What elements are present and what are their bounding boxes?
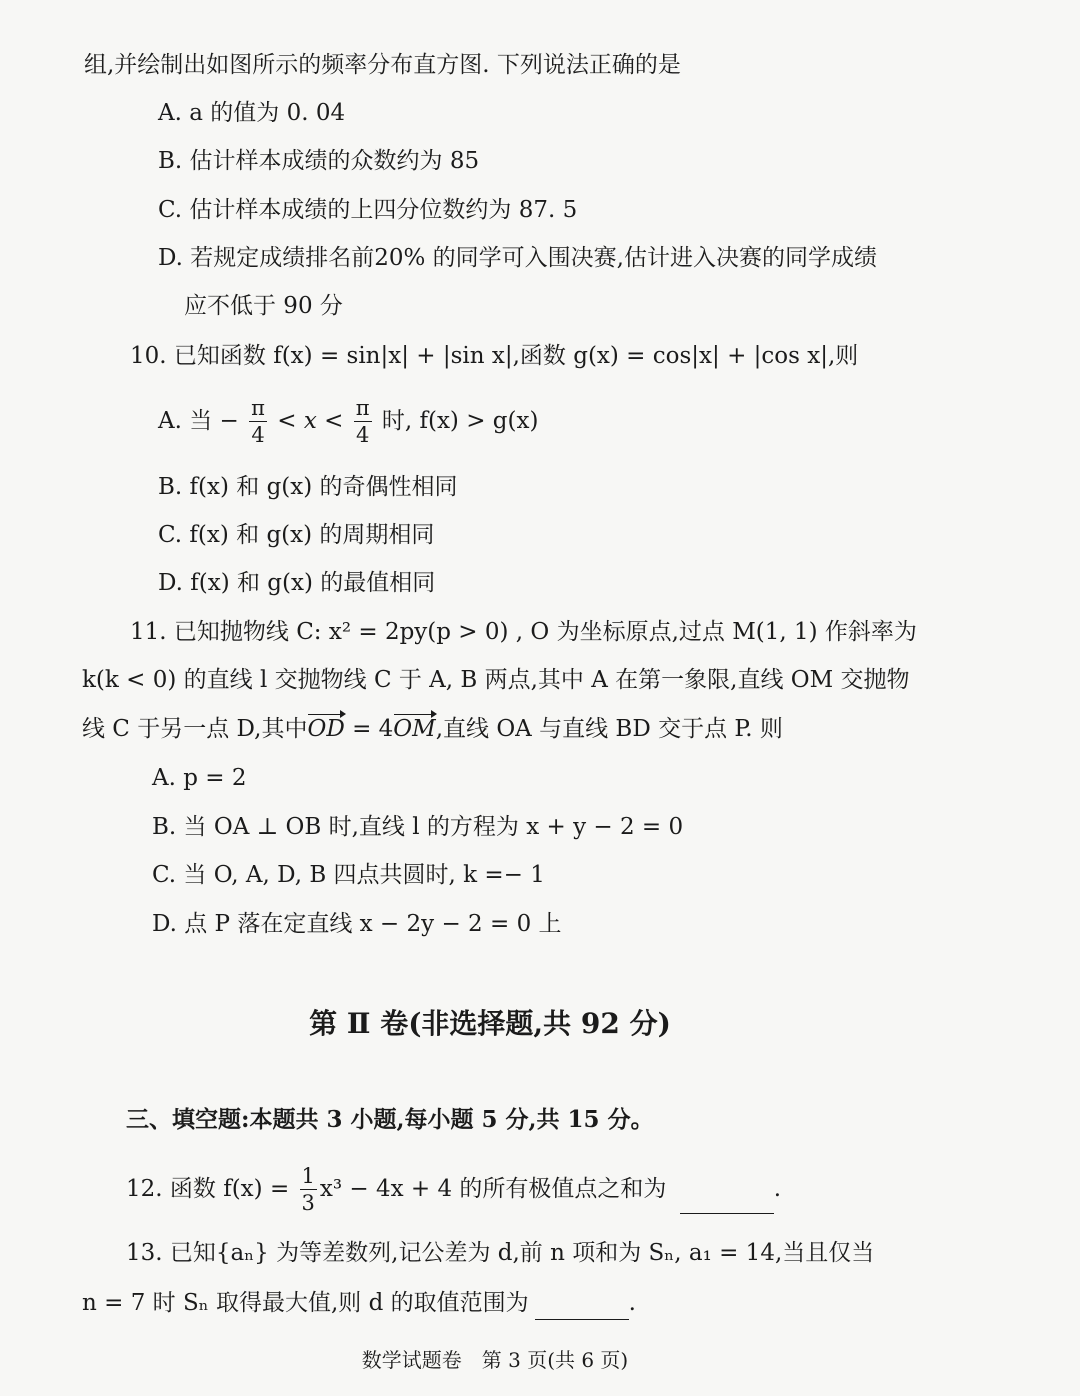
q11-line3-a: 线 C 于另一点 D,其中 [82, 716, 308, 742]
q10-option-a [158, 398, 538, 446]
fraction-one-third: $\frac{1}{3}$ [301, 1164, 315, 1215]
q11-option-d: D. 点 P 落在定直线 x − 2y − 2 = 0 上 [152, 911, 562, 937]
q11-stem-line1: 11. 已知抛物线 C: x² = 2py(p > 0) , O 为坐标原点,过点 M(1, 1) 作斜率为 [130, 619, 917, 645]
q13-stem-line2 [82, 1286, 636, 1320]
q11-line3-b: = 4 [352, 716, 394, 742]
section-2-title: 第 Ⅱ 卷(非选择题,共 92 分) [309, 1007, 671, 1040]
q13-answer-blank[interactable] [535, 1295, 629, 1320]
fraction-pi-over-4: $\frac{\pi}{4}$ [251, 396, 265, 447]
part-3-heading: 三、填空题:本题共 3 小题,每小题 5 分,共 15 分。 [126, 1106, 654, 1133]
q10-a-prefix: A. 当 − [158, 408, 239, 434]
q9-option-a: A. a 的值为 0. 04 [158, 100, 346, 126]
q9-option-d-line2: 应不低于 90 分 [184, 293, 343, 319]
q10-option-c: C. f(x) 和 g(x) 的周期相同 [158, 522, 435, 548]
q13-period: . [628, 1290, 636, 1316]
q10-option-b: B. f(x) 和 g(x) 的奇偶性相同 [158, 474, 458, 500]
q11-stem-line3 [82, 712, 783, 746]
q12-stem [126, 1166, 781, 1214]
vector-od: OD [307, 712, 344, 746]
q12-period: . [773, 1176, 782, 1202]
page-footer: 数学试题卷 第 3 页(共 6 页) [361, 1348, 629, 1372]
q9-option-d-line1: D. 若规定成绩排名前20% 的同学可入围决赛,估计进入决赛的同学成绩 [158, 245, 877, 271]
q11-option-c: C. 当 O, A, D, B 四点共圆时, k =− 1 [152, 862, 545, 888]
q13-line2-text: n = 7 时 Sₙ 取得最大值,则 d 的取值范围为 [82, 1290, 529, 1316]
vector-om: OM [393, 712, 435, 746]
q10-option-d: D. f(x) 和 g(x) 的最值相同 [158, 570, 436, 596]
q11-option-b: B. 当 OA ⊥ OB 时,直线 l 的方程为 x + y − 2 = 0 [152, 814, 684, 840]
q11-stem-line2: k(k < 0) 的直线 l 交抛物线 C 于 A, B 两点,其中 A 在第一象限,直线 OM 交抛物 [82, 667, 910, 693]
q10-a-mid: < x < [277, 408, 344, 434]
q9-option-b: B. 估计样本成绩的众数约为 85 [158, 148, 480, 174]
q9-option-c: C. 估计样本成绩的上四分位数约为 87. 5 [158, 197, 578, 223]
q10-a-suffix: 时, f(x) > g(x) [381, 408, 539, 434]
q11-line3-c: ,直线 OA 与直线 BD 交于点 P. 则 [435, 716, 783, 742]
q13-stem-line1: 13. 已知{aₙ} 为等差数列,记公差为 d,前 n 项和为 Sₙ, a₁ = 14,当且仅当 [126, 1240, 875, 1266]
q9-stem-tail: 组,并绘制出如图所示的频率分布直方图. 下列说法正确的是 [84, 52, 681, 78]
q12-prefix: 12. 函数 f(x) = [126, 1176, 290, 1202]
q12-suffix: x³ − 4x + 4 的所有极值点之和为 [319, 1176, 667, 1202]
q12-answer-blank[interactable] [680, 1189, 774, 1214]
q10-stem: 10. 已知函数 f(x) = sin|x| + |sin x|,函数 g(x) = cos|x| + |cos x|,则 [130, 343, 859, 369]
q11-option-a: A. p = 2 [152, 765, 247, 791]
fraction-pi-over-4: $\frac{\pi}{4}$ [355, 396, 370, 447]
